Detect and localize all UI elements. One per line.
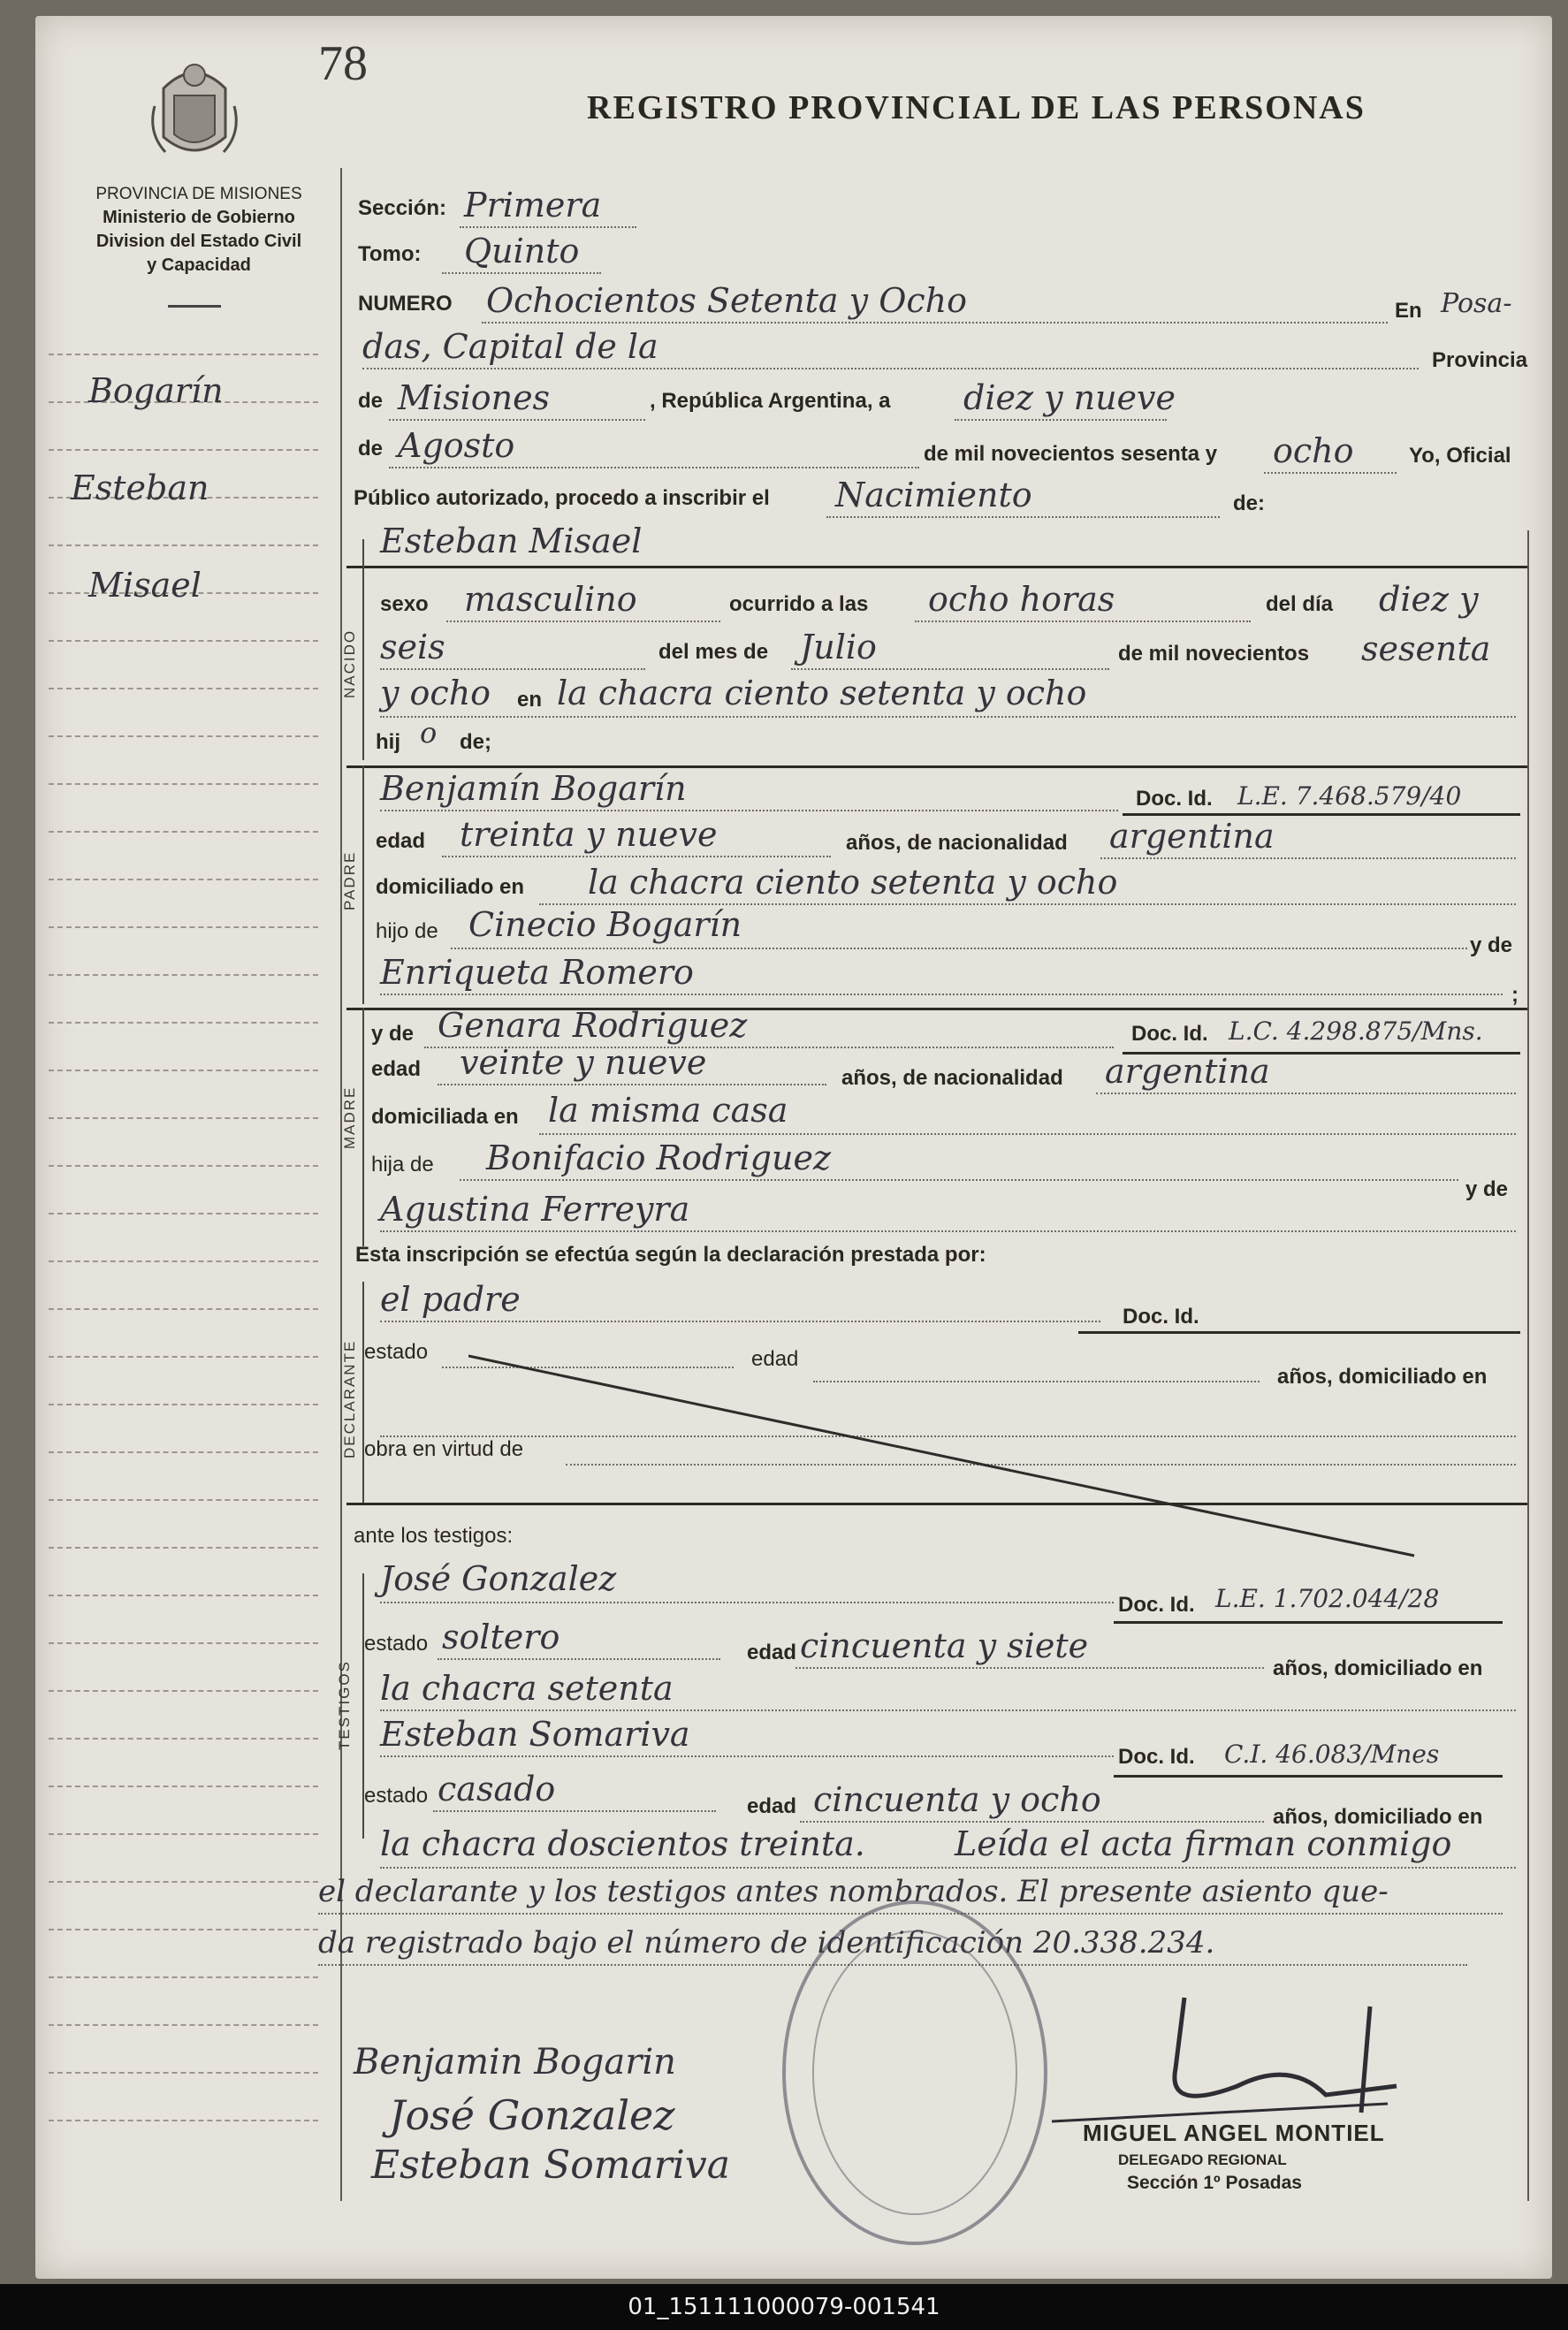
section-label-padre: PADRE (341, 850, 358, 910)
nacido-section-top (346, 566, 1527, 568)
publico-label: Público autorizado, procedo a inscribir el (354, 486, 770, 510)
margin-rule-line (49, 879, 318, 880)
section-label-testigos: TESTIGOS (336, 1660, 353, 1750)
official-role: DELEGADO REGIONAL (1118, 2151, 1287, 2168)
margin-rule-line (49, 1022, 318, 1024)
del-mes-label: del mes de (658, 640, 769, 664)
margin-rule-line (49, 831, 318, 833)
de-label-2: de (358, 437, 384, 461)
ministry-name: Ministerio de Gobierno (103, 208, 295, 227)
witness-2-estado-value: casado (438, 1770, 556, 1808)
declarante-intro: Esta inscripción se efectúa según la declaración prestada por: (355, 1243, 986, 1267)
page-title: REGISTRO PROVINCIAL DE LAS PERSONAS (587, 89, 1366, 126)
witness-1-doc-label: Doc. Id. (1118, 1593, 1195, 1617)
margin-rule-line (49, 1786, 318, 1787)
margin-rule-line (49, 1165, 318, 1167)
margin-rule-line (49, 783, 318, 785)
en-label: En (1395, 299, 1422, 323)
year-label: de mil novecientos sesenta y (924, 442, 1218, 466)
margin-rule-line (49, 1213, 318, 1214)
hijo-label: hij (376, 730, 400, 754)
mother-doc-value: L.C. 4.298.875/Mns. (1229, 1017, 1483, 1046)
cancel-strike-line (468, 1352, 1423, 1565)
margin-rule-line (49, 544, 318, 546)
en-label-nacido: en (517, 688, 543, 712)
margin-rule-line (49, 1356, 318, 1358)
sexo-label: sexo (380, 592, 429, 616)
witness-2-edad-label: edad (747, 1794, 797, 1818)
anio-value-1: sesenta (1361, 629, 1491, 668)
tomo-value: Quinto (464, 232, 580, 270)
witness-2-anos-label: años, domiciliado en (1273, 1805, 1483, 1829)
father-doc-value: L.E. 7.468.579/40 (1237, 781, 1462, 811)
margin-rule-line (49, 1451, 318, 1453)
section-label-declarante: DECLARANTE (341, 1339, 358, 1458)
official-signature (1034, 1989, 1405, 2130)
official-office: Sección 1º Posadas (1127, 2173, 1302, 2193)
day-value: diez y nueve (963, 378, 1176, 417)
witness-1-edad-label: edad (747, 1641, 797, 1664)
margin-rule-line (49, 926, 318, 928)
section-label-nacido: NACIDO (341, 628, 358, 698)
ocurrido-label: ocurrido a las (729, 592, 869, 616)
signature-witness-2: Esteban Somariva (371, 2143, 730, 2188)
margin-rule-line (49, 640, 318, 642)
mother-nacionalidad: argentina (1105, 1052, 1270, 1091)
mother-hija-de-label: hija de (371, 1153, 434, 1176)
right-border-line (1527, 530, 1529, 2201)
father-parent-1: Cinecio Bogarín (468, 905, 742, 944)
signature-father: Benjamin Bogarin (354, 2042, 676, 2083)
capacity-name: y Capacidad (147, 255, 251, 275)
father-edad-value: treinta y nueve (460, 815, 718, 854)
testigos-divider (346, 1503, 1527, 1505)
closing-line-2: el declarante y los testigos antes nombrados. El presente asiento que- (318, 1874, 1389, 1909)
province-name: PROVINCIA DE MISIONES (95, 185, 302, 203)
witness-2-edad-value: cincuenta y ocho (813, 1780, 1101, 1819)
place-line-2: das, Capital de la (362, 327, 658, 366)
page-number: 78 (318, 36, 368, 91)
mother-anos-label: años, de nacionalidad (841, 1066, 1063, 1090)
margin-rule-line (49, 1260, 318, 1262)
seccion-label: Sección: (358, 196, 447, 220)
image-caption: 01_151111000079-001541 (0, 2284, 1568, 2330)
numero-label: NUMERO (358, 292, 453, 316)
witness-2-name: Esteban Somariva (380, 1715, 690, 1754)
hijo-de-label: de; (460, 730, 491, 754)
father-anos-label: años, de nacionalidad (846, 831, 1068, 855)
margin-rule-line (49, 1881, 318, 1883)
margin-rule-line (49, 1070, 318, 1071)
official-name: MIGUEL ANGEL MONTIEL (1083, 2120, 1385, 2146)
margin-rule-line (49, 1308, 318, 1310)
coat-of-arms-logo (146, 53, 243, 168)
margin-rule-line (49, 1404, 318, 1405)
lugar-value: la chacra ciento setenta y ocho (557, 674, 1087, 712)
margin-rule-line (49, 974, 318, 976)
province-block (53, 182, 345, 278)
year-value: ocho (1273, 431, 1354, 470)
mother-doc-label: Doc. Id. (1131, 1022, 1208, 1046)
seccion-value: Primera (464, 186, 602, 225)
testigos-intro: ante los testigos: (354, 1524, 514, 1548)
margin-rule-line (49, 688, 318, 689)
hijo-suffix: o (420, 716, 438, 750)
witness-1-doc-value: L.E. 1.702.044/28 (1215, 1584, 1440, 1613)
father-nacionalidad: argentina (1109, 817, 1275, 856)
witness-2-estado-label: estado (364, 1784, 429, 1808)
declarante-edad-label: edad (751, 1347, 799, 1371)
declarante-doc-label: Doc. Id. (1123, 1305, 1199, 1329)
margin-rule-line (49, 1117, 318, 1119)
margin-note: Bogarín (88, 371, 224, 410)
margin-rule-line (49, 1976, 318, 1978)
mil-label: de mil novecientos (1118, 642, 1310, 666)
margin-rule-line (49, 1499, 318, 1501)
mother-parent-1: Bonifacio Rodriguez (486, 1138, 831, 1177)
margin-rule-line (49, 2072, 318, 2074)
mother-name: Genara Rodriguez (438, 1006, 748, 1045)
witness-1-domicilio: la chacra setenta (380, 1669, 674, 1708)
witness-1-anos-label: años, domiciliado en (1273, 1656, 1483, 1680)
declarante-name: el padre (380, 1280, 521, 1319)
father-semicolon: ; (1511, 983, 1519, 1007)
official-seal (782, 1900, 1047, 2245)
month-value: Agosto (398, 426, 515, 465)
margin-rule-line (49, 1547, 318, 1549)
margin-rule-line (49, 2120, 318, 2121)
father-name: Benjamín Bogarín (380, 769, 687, 808)
margin-rule-line (49, 1595, 318, 1596)
closing-line-3: da registrado bajo el número de identificación 20.338.234. (318, 1925, 1215, 1961)
yo-oficial-label: Yo, Oficial (1409, 444, 1511, 468)
mother-edad-label: edad (371, 1057, 422, 1081)
witness-2-doc-value: C.I. 46.083/Mnes (1224, 1740, 1440, 1769)
sexo-value: masculino (464, 580, 637, 619)
margin-rule-line (49, 1738, 318, 1740)
section-label-madre: MADRE (341, 1085, 358, 1149)
hora-value: ocho horas (928, 580, 1115, 619)
provincia-value: Misiones (398, 378, 551, 417)
mother-domicilio-value: la misma casa (548, 1091, 788, 1130)
witness-1-estado-value: soltero (442, 1618, 560, 1656)
mother-domicilio-label: domiciliada en (371, 1105, 519, 1129)
anio-value-2: y ocho (380, 674, 491, 712)
signature-witness-1: José Gonzalez (389, 2091, 675, 2139)
declarante-estado-label: estado (364, 1340, 429, 1364)
margin-rule-line (49, 1690, 318, 1692)
witness-2-domicilio: la chacra doscientos treinta. (380, 1824, 865, 1863)
margin-rule-line (49, 354, 318, 355)
witness-1-edad-value: cincuenta y siete (800, 1626, 1089, 1665)
father-edad-label: edad (376, 829, 426, 853)
act-type-value: Nacimiento (835, 476, 1032, 514)
del-dia-label: del día (1266, 592, 1334, 616)
declarante-anos-label: años, domiciliado en (1277, 1365, 1488, 1389)
declarante-obra-label: obra en virtud de (364, 1437, 524, 1461)
father-y-de-label: y de (1470, 933, 1513, 957)
dia-value-2: seis (380, 628, 445, 666)
margin-rule-line (49, 449, 318, 451)
margin-note: Misael (88, 566, 202, 605)
margin-rule-line (49, 735, 318, 737)
margin-rule-line (49, 1642, 318, 1644)
father-domicilio-value: la chacra ciento setenta y ocho (588, 863, 1118, 902)
tomo-label: Tomo: (358, 242, 422, 266)
republica-label: , República Argentina, a (650, 389, 891, 413)
father-domicilio-label: domiciliado en (376, 875, 525, 899)
padre-section-top (346, 765, 1527, 768)
mother-y-de-label-2: y de (1465, 1177, 1509, 1201)
header-divider (168, 305, 221, 308)
margin-note: Esteban (71, 468, 209, 507)
numero-value: Ochocientos Setenta y Ocho (486, 281, 968, 320)
provincia-label: Provincia (1432, 348, 1528, 372)
closing-line-1: Leída el acta firman conmigo (955, 1824, 1452, 1863)
father-doc-label: Doc. Id. (1136, 787, 1213, 811)
witness-2-doc-label: Doc. Id. (1118, 1745, 1195, 1769)
place-line-1: Posa- (1441, 288, 1512, 319)
father-parent-2: Enriqueta Romero (380, 953, 694, 992)
witness-1-name: José Gonzalez (380, 1559, 617, 1598)
mother-edad-value: veinte y nueve (460, 1043, 707, 1082)
de-label: de (358, 389, 384, 413)
de-colon-label: de: (1233, 491, 1265, 515)
mes-value: Julio (800, 628, 877, 666)
father-hijo-de-label: hijo de (376, 919, 438, 943)
mother-parent-2: Agustina Ferreyra (380, 1190, 690, 1229)
margin-rule-line (49, 1929, 318, 1930)
mother-y-de-label: y de (371, 1022, 415, 1046)
child-name: Esteban Misael (380, 522, 643, 560)
margin-rule-line (49, 1833, 318, 1835)
dia-value-1: diez y (1379, 580, 1479, 619)
division-name: Division del Estado Civil (95, 232, 302, 251)
witness-1-estado-label: estado (364, 1632, 429, 1656)
margin-rule-line (49, 2024, 318, 2026)
